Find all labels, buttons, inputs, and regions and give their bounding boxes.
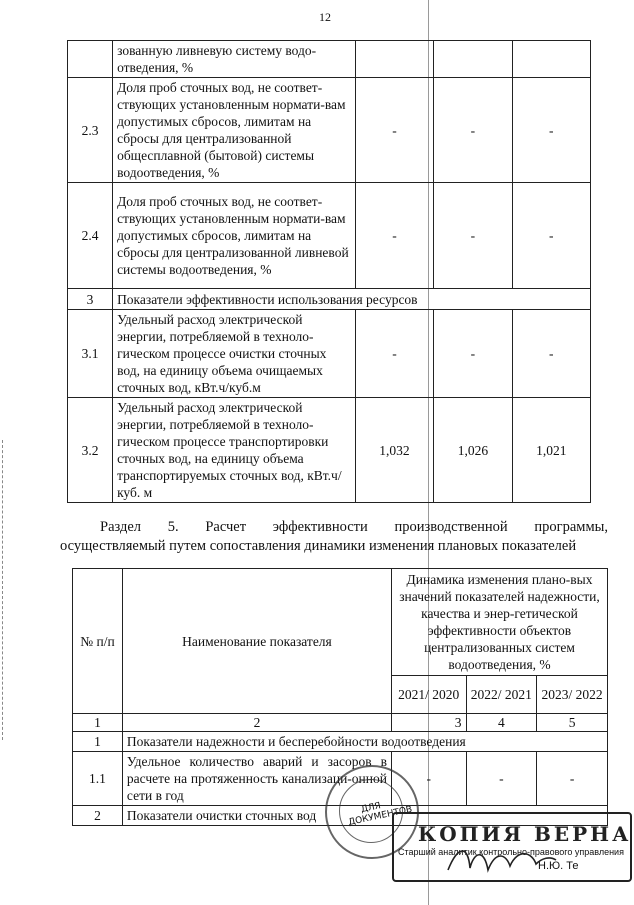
value-cell (355, 41, 433, 78)
row-number (68, 41, 113, 78)
value-cell: - (512, 310, 590, 398)
row-number: 3.1 (68, 310, 113, 398)
section-row (73, 732, 608, 752)
section-heading (60, 518, 608, 556)
indicator-name: Доля проб сточных вод, не соответ-ствующих установленным нормати-вам допустимых сбросов, лимитам на сбросы для централизованной общесплавной (бытовой) системы водоотведения, % (113, 78, 356, 183)
column-number: 3 (391, 714, 466, 732)
copy-stamp-position: Старший аналитик контрольно-правового управления (398, 847, 624, 857)
value-cell: - (391, 752, 466, 806)
indicator-name: Доля проб сточных вод, не соответ-ствующих установленным нормати-вам допустимых сбросов, лимитам на сбросы для централизованной ливневой системы водоотведения, % (113, 183, 356, 289)
column-header-number: № п/п (73, 569, 123, 714)
column-header-year: 2021/ 2020 (391, 676, 466, 714)
column-number-row (73, 714, 608, 732)
column-number: 1 (73, 714, 123, 732)
column-number: 4 (466, 714, 537, 732)
scan-edge-marks (2, 440, 5, 740)
value-cell: 1,032 (355, 398, 433, 503)
row-number: 3.2 (68, 398, 113, 503)
row-number: 1.1 (73, 752, 123, 806)
copy-stamp-title: КОПИЯ ВЕРНА (418, 822, 632, 846)
value-cell: 1,026 (434, 398, 512, 503)
table-row (68, 78, 591, 183)
row-number: 2 (73, 806, 123, 826)
value-cell: - (434, 183, 512, 289)
seal-text: ДЛЯ ДОКУМЕНТОВ (347, 801, 414, 828)
value-cell: - (466, 752, 537, 806)
value-cell: - (355, 183, 433, 289)
table-row (68, 41, 591, 78)
section-heading-line-1: Раздел 5. Расчет эффективности производственной программы, (100, 519, 608, 535)
table-row (68, 398, 591, 503)
column-header-name: Наименование показателя (122, 569, 391, 714)
value-cell: - (355, 78, 433, 183)
row-number: 2.4 (68, 183, 113, 289)
indicator-name: Удельное количество аварий и засоров в расчете на протяженность канализаци-онной сети в год (122, 752, 391, 806)
table-row (68, 310, 591, 398)
column-header-year: 2023/ 2022 (537, 676, 608, 714)
column-number: 2 (122, 714, 391, 732)
row-number: 3 (68, 289, 113, 310)
indicators-table-continued (67, 40, 591, 503)
section-row (68, 289, 591, 310)
value-cell: - (512, 183, 590, 289)
row-number: 1 (73, 732, 123, 752)
indicator-name: Удельный расход электрической энергии, потребляемой в техноло-гическом процессе транспортировки сточных вод, на единицу объема транспортируемых сточных вод, кВт.ч/куб. м (113, 398, 356, 503)
column-number: 5 (537, 714, 608, 732)
value-cell: - (537, 752, 608, 806)
value-cell: - (434, 310, 512, 398)
copy-stamp-name: Н.Ю. Те (538, 860, 579, 872)
section-title: Показатели очистки сточных вод (122, 806, 607, 826)
value-cell (434, 41, 512, 78)
indicator-name: зованную ливневую систему водо-отведения, % (113, 41, 356, 78)
value-cell: - (434, 78, 512, 183)
value-cell: - (512, 78, 590, 183)
section-title: Показатели надежности и бесперебойности водоотведения (122, 732, 607, 752)
table-row (68, 183, 591, 289)
indicator-name: Удельный расход электрической энергии, потребляемой в техноло-гическом процессе очистки сточных вод, на единицу объема очищаемых сточных вод, кВт.ч/куб.м (113, 310, 356, 398)
column-header-dynamics: Динамика изменения плано-вых значений показателей надежности, качества и энер-гетической эффективности объектов централизованных систем водоотведения, % (391, 569, 607, 676)
value-cell: 1,021 (512, 398, 590, 503)
section-heading-line-2: осуществляемый путем сопоставления динамики изменения плановых показателей (60, 538, 577, 554)
row-number: 2.3 (68, 78, 113, 183)
value-cell: - (355, 310, 433, 398)
column-header-year: 2022/ 2021 (466, 676, 537, 714)
handwritten-signature (440, 840, 560, 880)
section-title: Показатели эффективности использования ресурсов (113, 289, 591, 310)
value-cell (512, 41, 590, 78)
table-header-row (73, 569, 608, 676)
page-number: 12 (319, 10, 331, 24)
